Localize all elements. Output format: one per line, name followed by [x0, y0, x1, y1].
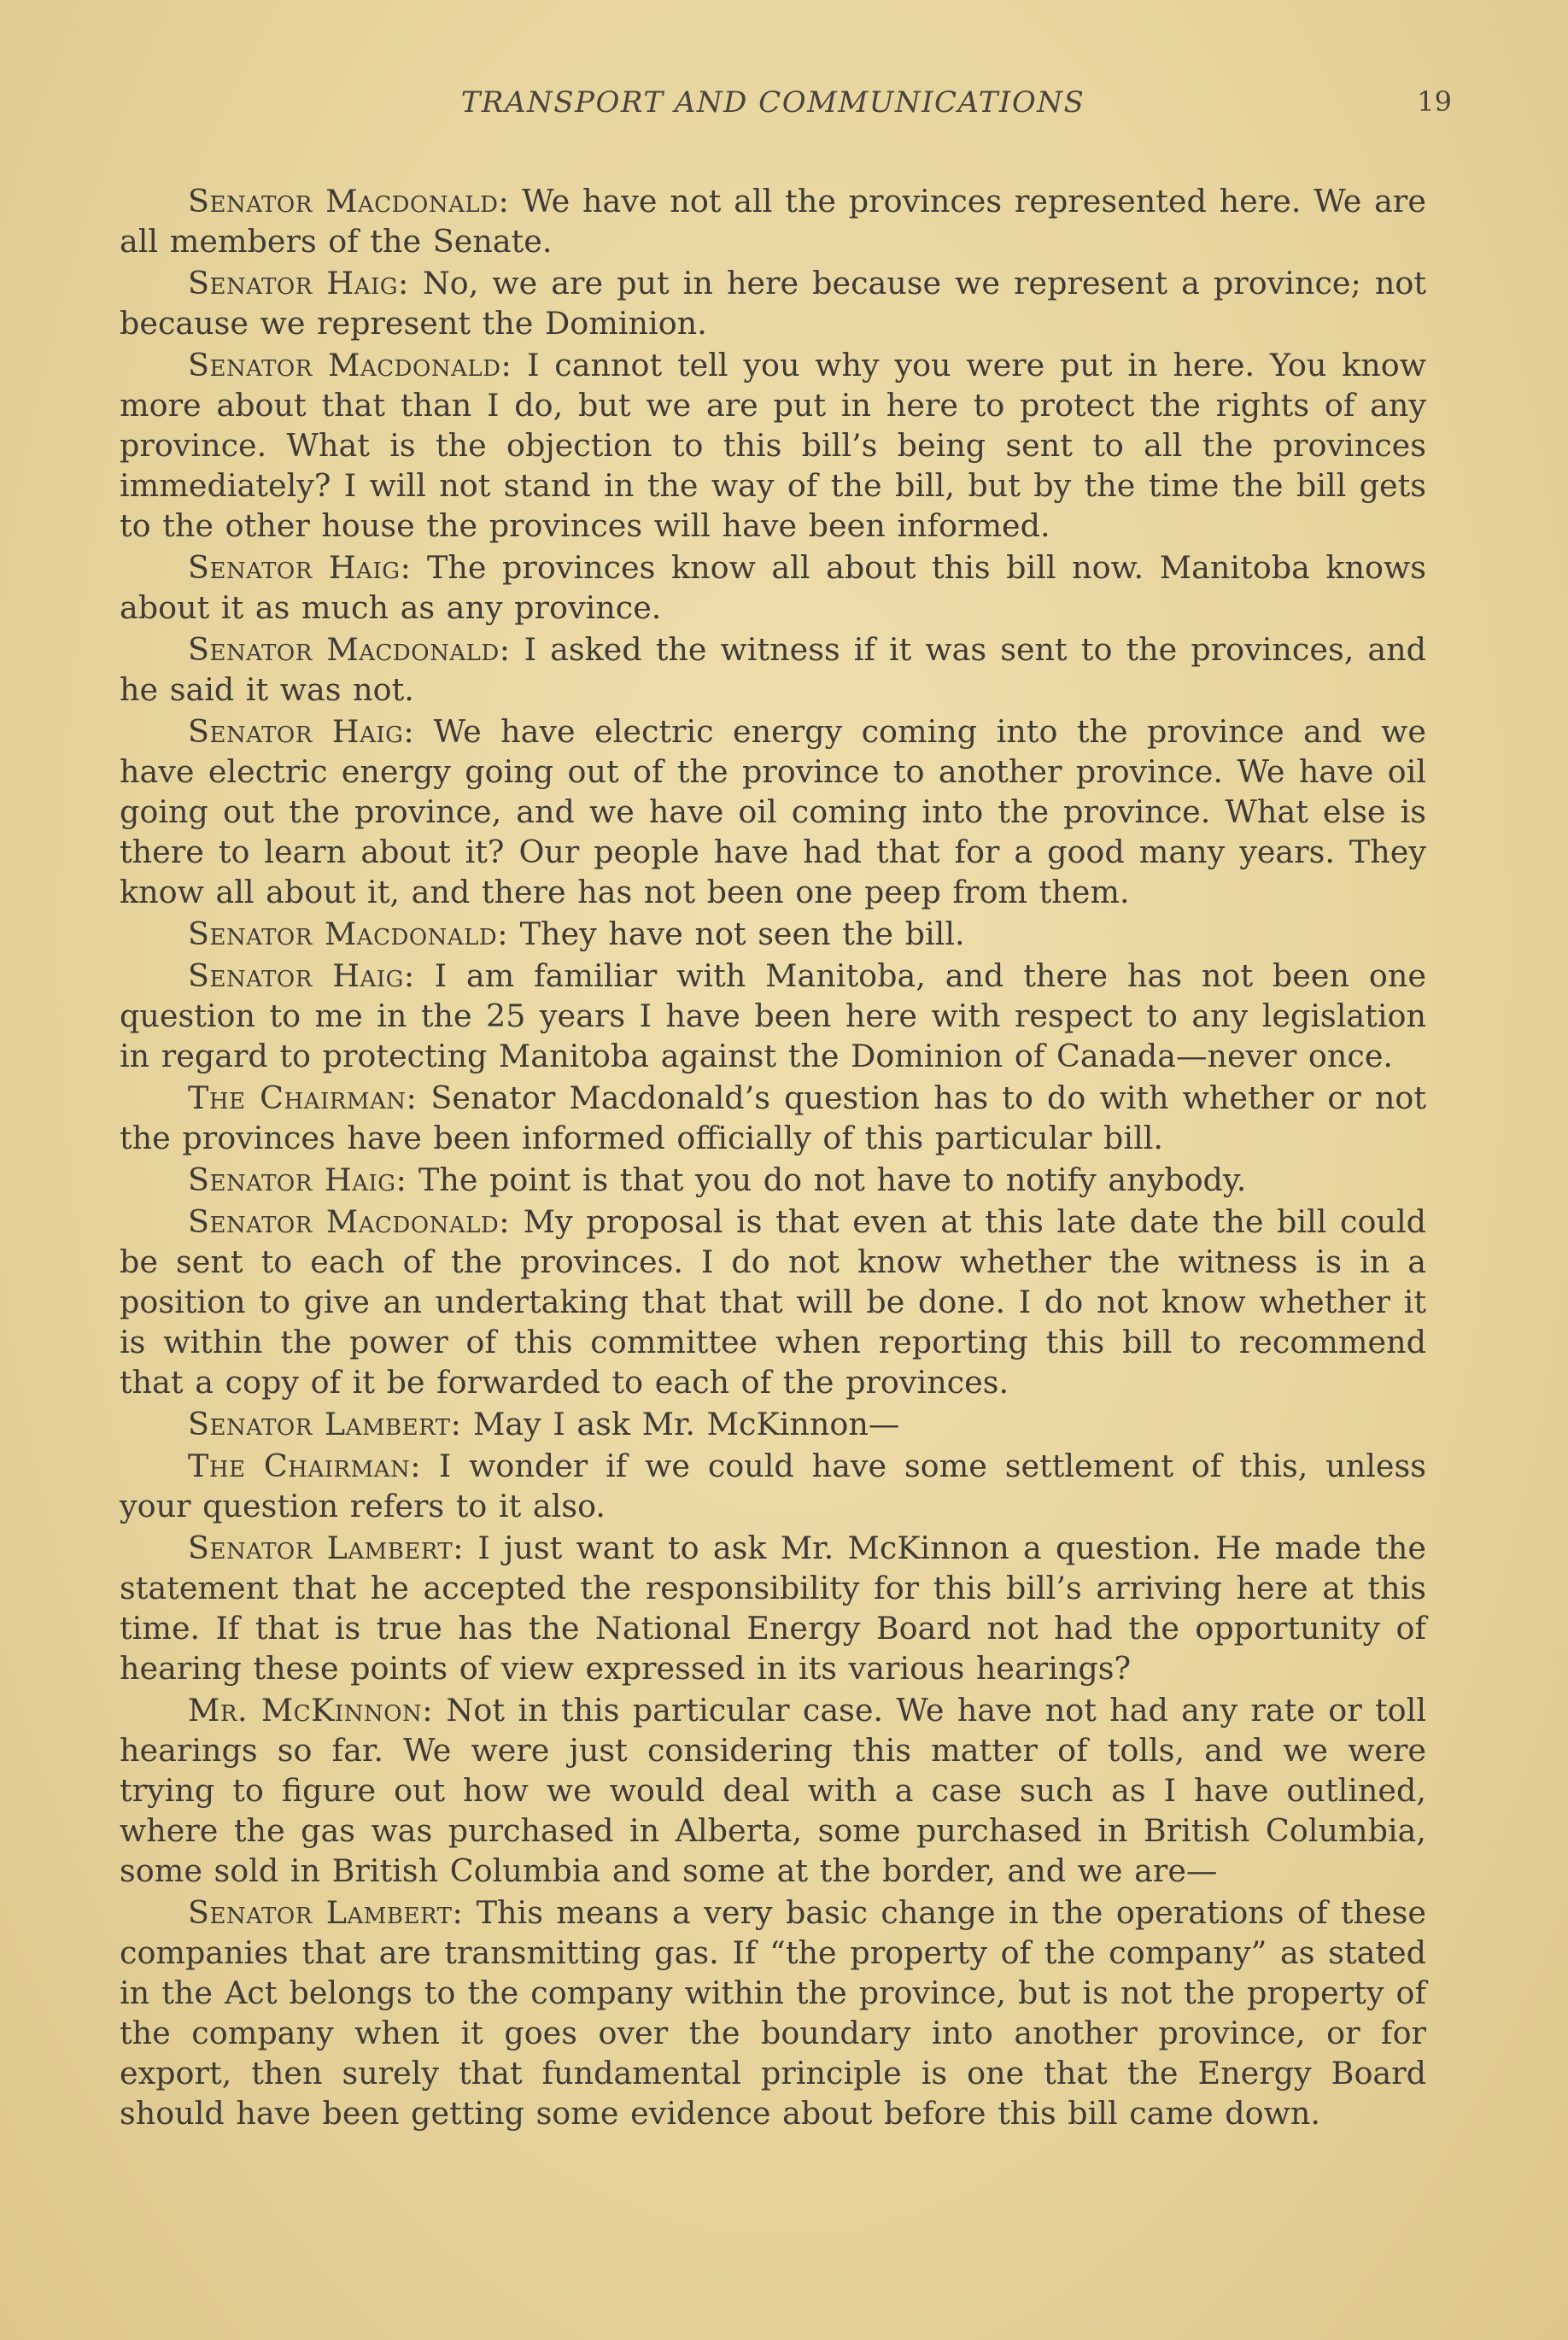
paragraph	[120, 914, 1426, 954]
paragraph-text: This means a very basic change in the operations of these companies that are transmitting gas. If “the property of the company” as stated in the Act belongs to the company within the province, but is not the property of the company when it goes over the boundary into another province, or for export, then surely that fundamental principle is one that the Energy Board should have been getting some evidence about before this bill came down.	[120, 1894, 1426, 2132]
speaker-name: Senator Lambert:	[188, 1406, 462, 1442]
page-number: 19	[1417, 85, 1452, 118]
paragraph-text: I cannot tell you why you were put in here. You know more about that than I do, but we are put in here to protect the rights of any province. What is the objection to this bill’s being sent to all the provinces immediately? I will not stand in the way of the bill, but by the time the bill gets to the other house the provinces will have been informed.	[120, 347, 1426, 544]
transcript-body	[120, 181, 1426, 2133]
speaker-name: Senator Haig:	[188, 549, 412, 586]
speaker-name: Senator Macdonald:	[188, 347, 512, 383]
running-head: TRANSPORT AND COMMUNICATIONS	[460, 85, 1085, 120]
paragraph-text: The provinces know all about this bill now. Manitoba knows about it as much as any province.	[120, 549, 1427, 626]
paragraph	[120, 345, 1426, 546]
speaker-name: Senator Macdonald:	[188, 1203, 511, 1240]
speaker-name: Senator Lambert:	[188, 1894, 464, 1931]
speaker-name: Mr. McKinnon:	[188, 1692, 434, 1729]
paragraph	[120, 1404, 1426, 1444]
paragraph-text: We have not all the provinces represented here. We are all members of the Senate.	[120, 183, 1426, 260]
speaker-name: Senator Haig:	[188, 713, 415, 750]
paragraph-text: No, we are put in here because we represent a province; not because we represent the Dominion.	[120, 265, 1426, 342]
paragraph-text: We have electric energy coming into the province and we have electric energy going out of the province to another province. We have oil going out the province, and we have oil coming into the province. What else is there to learn about it? Our people have had that for a good many years. They know all about it, and there has not been one peep from them.	[120, 713, 1426, 910]
paragraph	[120, 1078, 1426, 1158]
paragraph	[120, 956, 1426, 1076]
paragraph-text: May I ask Mr. McKinnon—	[461, 1406, 900, 1442]
paragraph-text: Senator Macdonald’s question has to do with whether or not the provinces have been informed officially of this particular bill.	[120, 1079, 1426, 1156]
speaker-name: The Chairman:	[188, 1079, 418, 1116]
speaker-name: Senator Macdonald:	[188, 916, 509, 952]
speaker-name: Senator Haig:	[188, 265, 409, 301]
paragraph-text: I just want to ask Mr. McKinnon a question. He made the statement that he accepted the responsibility for this bill’s arriving here at this time. If that is true has the National Energy Board not had the opportunity of hearing these points of view expressed in its various hearings?	[120, 1530, 1427, 1687]
paragraph	[120, 1528, 1426, 1688]
paragraph	[120, 181, 1426, 261]
speaker-name: Senator Lambert:	[188, 1530, 465, 1566]
paragraph-text: My proposal is that even at this late date the bill could be sent to each of the provinces. I do not know whether the witness is in a position to give an undertaking that that will be done. I do not know whether it is within the power of this committee when reporting this bill to recommend that a copy of it be forwarded to each of the provinces.	[120, 1203, 1426, 1401]
paragraph	[120, 263, 1426, 343]
speaker-name: Senator Haig:	[188, 957, 415, 994]
paragraph-text: The point is that you do not have to notify anybody.	[407, 1161, 1247, 1198]
page-header	[120, 85, 1452, 137]
paragraph	[120, 1202, 1426, 1402]
speaker-name: Senator Haig:	[188, 1161, 407, 1198]
paragraph	[120, 629, 1426, 710]
paragraph-text: Not in this particular case. We have not had any rate or toll hearings so far. We were just considering this matter of tolls, and we were trying to figure out how we would deal with a case such as I have outlined, where the gas was purchased in Alberta, some purchased in British Columbia, some sold in British Columbia and some at the border, and we are—	[120, 1692, 1427, 1889]
document-page	[120, 85, 1452, 2135]
paragraph	[120, 1690, 1426, 1891]
speaker-name: Senator Macdonald:	[188, 631, 511, 668]
paragraph	[120, 1160, 1426, 1200]
paragraph-text: I am familiar with Manitoba, and there has not been one question to me in the 25 years I have been here with respect to any legislation in regard to protecting Manitoba against the Dominion of Canada—never once.	[120, 957, 1426, 1074]
paragraph-text: They have not seen the bill.	[508, 916, 965, 952]
paragraph-text: I wonder if we could have some settlement of this, unless your question refers to it also.	[120, 1448, 1426, 1524]
paragraph	[120, 547, 1426, 628]
paragraph-text: I asked the witness if it was sent to the provinces, and he said it was not.	[120, 631, 1426, 708]
paragraph	[120, 1446, 1426, 1526]
paragraph	[120, 1892, 1426, 2133]
speaker-name: The Chairman:	[188, 1448, 422, 1484]
speaker-name: Senator Macdonald:	[188, 183, 510, 219]
paragraph	[120, 711, 1426, 912]
